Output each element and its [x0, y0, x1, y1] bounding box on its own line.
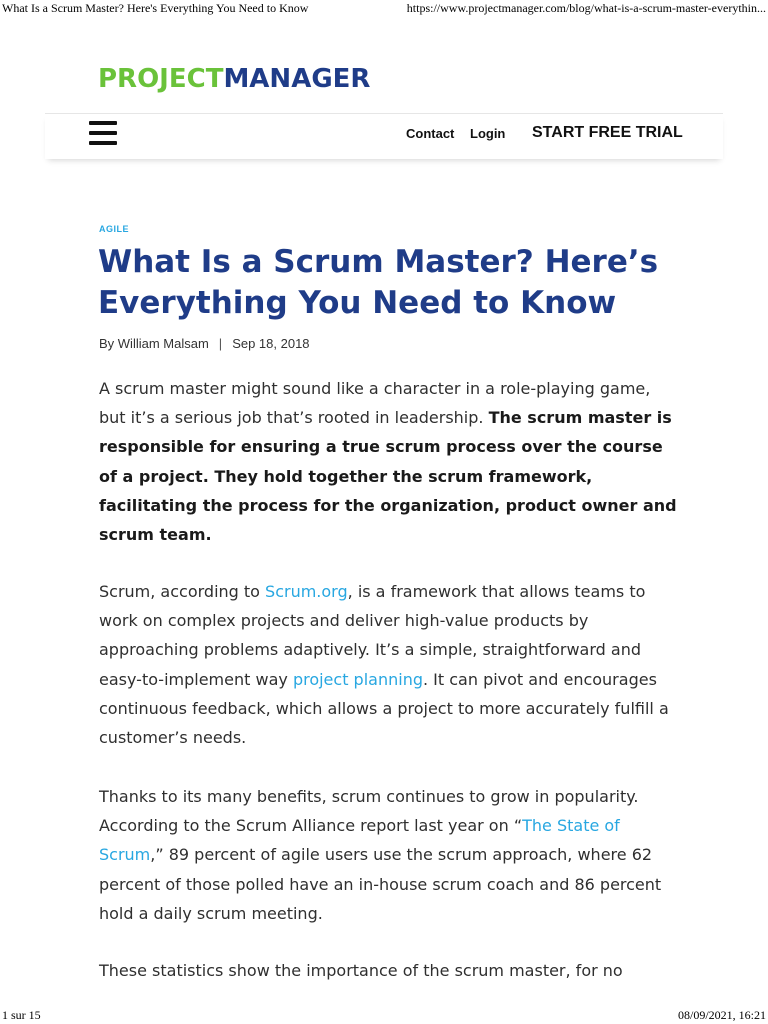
project-planning-link[interactable]: project planning — [292, 669, 423, 689]
article-author: By William Malsam — [99, 336, 209, 351]
article-byline — [99, 336, 310, 351]
hamburger-menu-icon[interactable] — [89, 121, 117, 145]
nav-contact-link[interactable]: Contact — [406, 126, 455, 141]
print-header-title: What Is a Scrum Master? Here's Everything You Need to Know — [2, 1, 309, 15]
byline-separator: | — [218, 336, 223, 351]
paragraph-1-bold-text: The scrum master is responsible for ensuring a true scrum process over the course of a project. They hold together the scrum framework, facilitating the process for the organization, product owner and scrum team. — [99, 408, 677, 545]
paragraph-3-text-b: ,” 89 percent of agile users use the scrum approach, where 62 percent of those polled have an in-house scrum coach and 86 percent hold a daily scrum meeting. — [99, 845, 662, 923]
article-category-link[interactable]: AGILE — [99, 224, 130, 234]
print-datetime: 08/09/2021, 16:21 — [677, 1008, 766, 1022]
print-header — [0, 0, 768, 18]
site-logo[interactable] — [98, 64, 370, 94]
start-free-trial-button[interactable]: START FREE TRIAL — [520, 120, 695, 148]
print-page-number: 1 sur 15 — [2, 1008, 41, 1022]
logo-part-project: PROJECT — [98, 64, 224, 94]
article-paragraph-3 — [99, 782, 679, 928]
print-header-url: https://www.projectmanager.com/blog/what-is-a-scrum-master-everythin... — [406, 1, 766, 15]
logo-part-manager: MANAGER — [223, 64, 371, 94]
article-date: Sep 18, 2018 — [232, 336, 310, 351]
top-navigation-bar — [45, 113, 723, 159]
article-paragraph-2 — [99, 577, 679, 752]
article-paragraph-1 — [99, 374, 679, 549]
article-paragraph-4: These statistics show the importance of the scrum master, for no — [99, 961, 623, 980]
nav-login-link[interactable]: Login — [470, 126, 506, 141]
scrum-org-link[interactable]: Scrum.org — [265, 582, 348, 601]
paragraph-2-text-a: Scrum, according to — [99, 582, 266, 601]
article-title: What Is a Scrum Master? Here’s Everything You Need to Know — [98, 244, 659, 321]
print-footer — [0, 1006, 768, 1024]
paragraph-1-text: A scrum master might sound like a character in a role-playing game, but it’s a serious job that’s rooted in leadership. — [99, 379, 651, 428]
state-of-scrum-link[interactable]: The State of Scrum — [99, 816, 620, 865]
paragraph-2-text-c: . It can pivot and encourages continuous feedback, which allows a project to more accurately fulfill a customer’s needs. — [99, 669, 669, 748]
paragraph-3-text-a: Thanks to its many benefits, scrum continues to grow in popularity. According to the Scrum Alliance report last year on “ — [99, 787, 639, 836]
paragraph-2-text-b: , is a framework that allows teams to work on complex projects and deliver high-value products by approaching problems adaptively. It’s a simple, straightforward and easy-to-implement way — [99, 582, 646, 689]
